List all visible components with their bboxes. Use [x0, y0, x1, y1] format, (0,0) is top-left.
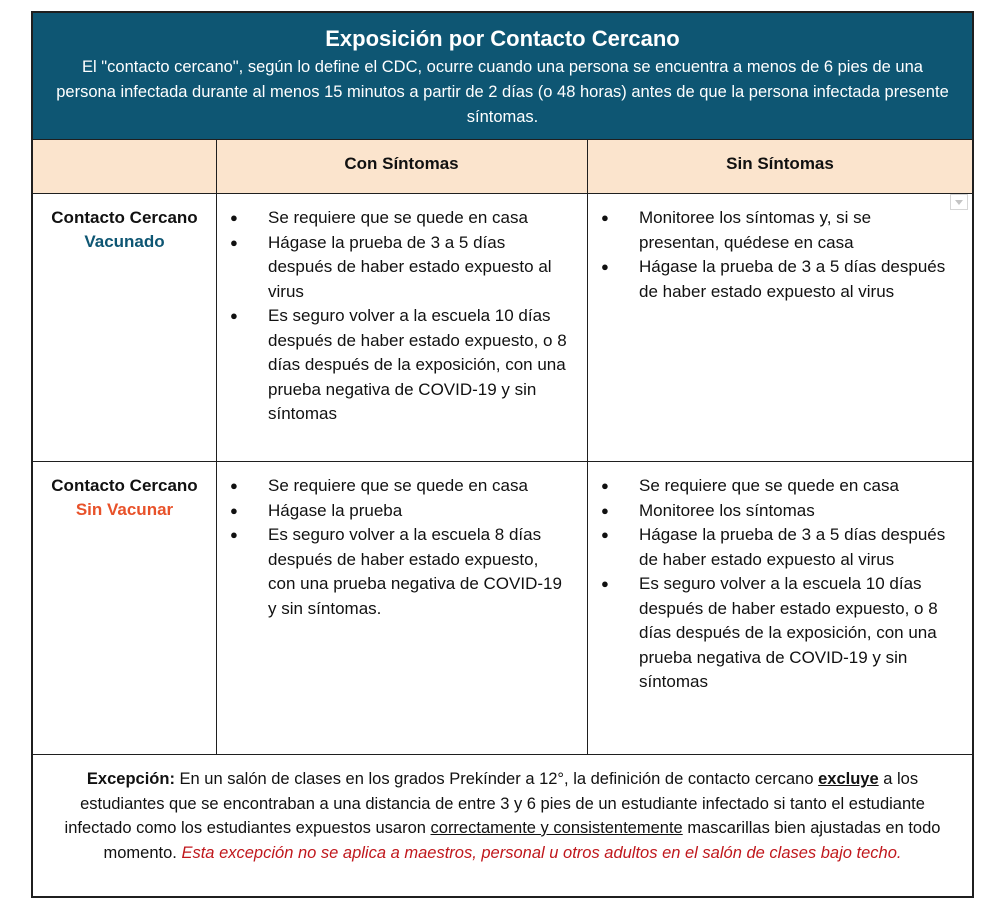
column-header-with-symptoms: Con Síntomas: [344, 154, 459, 173]
cell-vaccinated-without-symptoms: [588, 206, 955, 304]
exception-label: Excepción:: [86, 770, 175, 788]
list-item: ● Hágase la prueba: [217, 499, 569, 524]
list-item: ● Es seguro volver a la escuela 10 días después de haber estado expuesto, o 8 días después de la exposición, con una prueba negativa de COVID-19 y sin síntomas: [217, 304, 569, 427]
column-header-row: [33, 139, 972, 194]
table-header: [33, 13, 972, 139]
list-item: ● Monitoree los síntomas y, si se presentan, quédese en casa: [588, 206, 955, 255]
list-item: ● Hágase la prueba de 3 a 5 días después de haber estado expuesto al virus: [217, 231, 569, 305]
row-status-unvaccinated: Sin Vacunar: [75, 500, 174, 519]
list-item: ● Hágase la prueba de 3 a 5 días después de haber estado expuesto al virus: [588, 523, 955, 572]
exception-correct: correctamente y consistentemente: [430, 819, 683, 837]
row-label-unvaccinated: [33, 474, 216, 522]
list-item: ● Se requiere que se quede en casa: [588, 474, 955, 499]
cell-unvaccinated-with-symptoms: [217, 474, 569, 621]
list-item: ● Monitoree los síntomas: [588, 499, 955, 524]
column-header-without-symptoms: Sin Síntomas: [726, 154, 834, 173]
exception-text-3: mascarillas bien ajustadas en todo momento.: [103, 819, 941, 862]
exception-text-1: En un salón de clases en los grados Prekínder a 12°, la definición de contacto cercano: [174, 770, 819, 788]
row-label-vaccinated: [33, 206, 216, 254]
cell-unvaccinated-without-symptoms: [588, 474, 955, 695]
exposure-table: [31, 11, 974, 898]
page-title: Exposición por Contacto Cercano: [325, 26, 680, 51]
cell-vaccinated-with-symptoms: [217, 206, 569, 427]
list-item: ● Es seguro volver a la escuela 10 días después de haber estado expuesto, o 8 días después de la exposición, con una prueba negativa de COVID-19 y sin síntomas: [588, 572, 955, 695]
row-status-vaccinated: Vacunado: [84, 232, 165, 251]
list-item: ● Se requiere que se quede en casa: [217, 206, 569, 231]
exception-note: [33, 755, 972, 896]
row-label-title: Contacto Cercano: [51, 476, 198, 495]
list-item: ● Se requiere que se quede en casa: [217, 474, 569, 499]
cell-dropdown-icon[interactable]: [950, 194, 968, 210]
list-item: ● Es seguro volver a la escuela 8 días después de haber estado expuesto, con una prueba negativa de COVID-19 y sin síntomas.: [217, 523, 569, 621]
exception-excluye: excluye: [818, 770, 879, 788]
row-label-title: Contacto Cercano: [51, 208, 198, 227]
exception-text-2: a los estudiantes que se encontraban a una distancia de entre 3 y 6 pies de un estudiante infectado si tanto el estudiante infectado como los estudiantes expuestos usaron: [64, 770, 925, 837]
list-item: ● Hágase la prueba de 3 a 5 días después de haber estado expuesto al virus: [588, 255, 955, 304]
exception-red-note: Esta excepción no se aplica a maestros, personal u otros adultos en el salón de clases bajo techo.: [181, 843, 902, 862]
header-description: El "contacto cercano", según lo define el CDC, ocurre cuando una persona se encuentra a menos de 6 pies de una persona infectada durante al menos 15 minutos a partir de 2 días (o 48 horas) antes de que la persona infectada presente síntomas.: [56, 58, 949, 126]
row-divider: [33, 461, 972, 462]
